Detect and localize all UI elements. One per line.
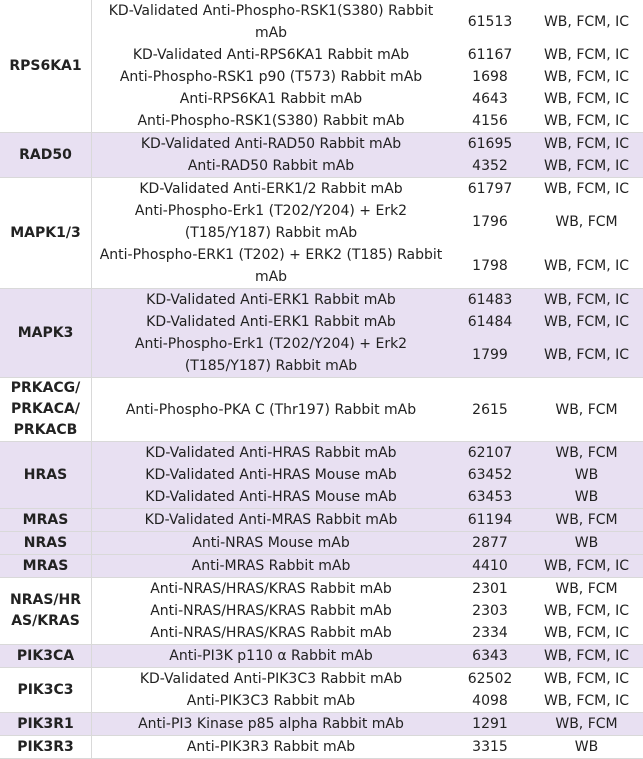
applications: WB, FCM, IC	[543, 625, 630, 641]
gene-name: RPS6KA1	[9, 57, 82, 74]
gene-cell	[0, 133, 92, 177]
gene-group	[0, 555, 643, 578]
gene-name: MRAS	[22, 557, 69, 574]
product-name: Anti-Phospho-PKA C (Thr197) Rabbit mAb	[125, 401, 417, 418]
applications: WB, FCM, IC	[543, 113, 630, 129]
gene-group	[0, 0, 643, 133]
applications: WB	[574, 535, 599, 551]
applications: WB, FCM	[555, 214, 618, 230]
product-name: KD-Validated Anti-HRAS Rabbit mAb	[145, 445, 397, 461]
gene-group	[0, 378, 643, 442]
gene-cell	[0, 713, 92, 735]
gene-name: HRAS	[23, 466, 68, 483]
gene-group	[0, 736, 643, 759]
table-row	[92, 668, 643, 690]
product-name: Anti-NRAS/HRAS/KRAS Rabbit mAb	[150, 581, 392, 597]
catalog-number: 61167	[467, 47, 513, 63]
applications: WB	[574, 489, 599, 505]
product-name: KD-Validated Anti-HRAS Mouse mAb	[145, 467, 397, 483]
gene-name: PIK3R3	[17, 738, 74, 755]
applications: WB	[574, 739, 599, 755]
product-name: Anti-NRAS/HRAS/KRAS Rabbit mAb	[150, 603, 392, 619]
catalog-number: 1798	[472, 258, 508, 274]
gene-name: MAPK1/3	[10, 224, 81, 241]
table-row	[92, 244, 643, 288]
table-row	[92, 690, 643, 712]
catalog-number: 61483	[467, 292, 513, 308]
gene-name: PRKACA/	[11, 401, 80, 417]
applications: WB, FCM	[555, 401, 618, 418]
catalog-number: 62502	[467, 671, 513, 687]
applications: WB, FCM, IC	[543, 136, 630, 152]
catalog-number: 3315	[472, 739, 508, 755]
catalog-number: 1796	[472, 214, 508, 230]
product-name: Anti-Phospho-Erk1 (T202/Y204) + Erk2 (T185/Y187) Rabbit mAb	[134, 203, 408, 241]
catalog-number: 61194	[467, 512, 513, 528]
gene-cell	[0, 178, 92, 288]
product-name: KD-Validated Anti-Phospho-RSK1(S380) Rabbit mAb	[108, 3, 434, 41]
gene-name: MRAS	[22, 511, 69, 528]
product-name: Anti-PI3K p110 α Rabbit mAb	[169, 648, 373, 664]
catalog-number: 4643	[472, 91, 508, 107]
gene-group	[0, 532, 643, 555]
product-name: Anti-PI3 Kinase p85 alpha Rabbit mAb	[138, 716, 404, 732]
applications: WB, FCM, IC	[543, 292, 630, 308]
table-row	[92, 464, 643, 486]
gene-name: PIK3CA	[16, 647, 75, 664]
table-row	[92, 509, 643, 531]
gene-group	[0, 289, 643, 378]
gene-cell	[0, 645, 92, 667]
product-name: Anti-Phospho-ERK1 (T202) + ERK2 (T185) Rabbit mAb	[99, 247, 443, 285]
gene-name: MAPK3	[17, 324, 74, 341]
table-row	[92, 88, 643, 110]
gene-group	[0, 178, 643, 289]
applications: WB, FCM	[555, 445, 618, 461]
product-name: Anti-NRAS Mouse mAb	[192, 535, 350, 551]
applications: WB, FCM, IC	[543, 693, 630, 709]
gene-group	[0, 578, 643, 645]
gene-name: PRKACB	[13, 422, 78, 438]
catalog-number: 63453	[467, 489, 513, 505]
product-name: KD-Validated Anti-PIK3C3 Rabbit mAb	[139, 671, 403, 687]
applications: WB, FCM, IC	[543, 258, 630, 274]
applications: WB, FCM, IC	[543, 314, 630, 330]
product-name: KD-Validated Anti-ERK1 Rabbit mAb	[146, 314, 396, 330]
applications: WB, FCM, IC	[543, 603, 630, 619]
gene-group	[0, 509, 643, 532]
applications: WB, FCM, IC	[543, 648, 630, 664]
applications: WB, FCM, IC	[543, 158, 630, 174]
table-row	[92, 333, 643, 377]
catalog-number: 2615	[472, 401, 508, 418]
product-name: KD-Validated Anti-MRAS Rabbit mAb	[144, 512, 398, 528]
applications: WB	[574, 467, 599, 483]
catalog-number: 1698	[472, 69, 508, 85]
applications: WB, FCM	[555, 716, 618, 732]
table-row	[92, 736, 643, 758]
catalog-number: 2877	[472, 535, 508, 551]
applications: WB, FCM, IC	[543, 347, 630, 363]
catalog-number: 61695	[467, 136, 513, 152]
catalog-number: 4098	[472, 693, 508, 709]
table-row	[92, 289, 643, 311]
applications: WB, FCM, IC	[543, 558, 630, 574]
gene-cell	[0, 532, 92, 554]
product-name: KD-Validated Anti-ERK1 Rabbit mAb	[146, 292, 396, 308]
gene-name: PIK3R1	[17, 715, 74, 732]
product-name: Anti-Phospho-RSK1(S380) Rabbit mAb	[137, 113, 405, 129]
catalog-number: 2301	[472, 581, 508, 597]
product-name: Anti-PIK3R3 Rabbit mAb	[186, 739, 356, 755]
table-row	[92, 713, 643, 735]
catalog-number: 61513	[467, 14, 513, 30]
gene-group	[0, 133, 643, 178]
product-name: Anti-Phospho-Erk1 (T202/Y204) + Erk2 (T185/Y187) Rabbit mAb	[134, 336, 408, 374]
gene-name: AS/KRAS	[11, 613, 80, 629]
applications: WB, FCM	[555, 581, 618, 597]
table-row	[92, 442, 643, 464]
applications: WB, FCM, IC	[543, 671, 630, 687]
product-name: Anti-MRAS Rabbit mAb	[191, 558, 351, 574]
gene-name: PRKACG/	[10, 380, 81, 396]
gene-group	[0, 668, 643, 713]
table-row	[92, 645, 643, 667]
applications: WB, FCM, IC	[543, 181, 630, 197]
product-name: Anti-Phospho-RSK1 p90 (T573) Rabbit mAb	[119, 69, 423, 85]
gene-cell	[0, 736, 92, 758]
table-row	[92, 110, 643, 132]
catalog-number: 1291	[472, 716, 508, 732]
table-row	[92, 0, 643, 44]
table-row	[92, 200, 643, 244]
table-row	[92, 178, 643, 200]
gene-cell	[0, 668, 92, 712]
gene-cell	[0, 0, 92, 132]
catalog-number: 4352	[472, 158, 508, 174]
catalog-number: 6343	[472, 648, 508, 664]
table-row	[92, 600, 643, 622]
gene-group	[0, 713, 643, 736]
gene-group	[0, 645, 643, 668]
table-row	[92, 622, 643, 644]
table-row	[92, 578, 643, 600]
applications: WB, FCM, IC	[543, 14, 630, 30]
gene-name: PIK3C3	[17, 681, 74, 698]
applications: WB, FCM, IC	[543, 69, 630, 85]
table-row	[92, 532, 643, 554]
table-row	[92, 486, 643, 508]
gene-cell	[0, 442, 92, 508]
gene-name: RAD50	[19, 146, 72, 163]
table-row	[92, 378, 643, 441]
product-name: KD-Validated Anti-RAD50 Rabbit mAb	[140, 136, 402, 152]
product-name: Anti-NRAS/HRAS/KRAS Rabbit mAb	[150, 625, 392, 641]
catalog-number: 4156	[472, 113, 508, 129]
product-name: KD-Validated Anti-ERK1/2 Rabbit mAb	[139, 181, 403, 197]
applications: WB, FCM, IC	[543, 91, 630, 107]
gene-cell	[0, 578, 92, 644]
gene-cell	[0, 555, 92, 577]
catalog-number: 62107	[467, 445, 513, 461]
gene-cell	[0, 509, 92, 531]
product-name: Anti-RPS6KA1 Rabbit mAb	[179, 91, 363, 107]
table-row	[92, 155, 643, 177]
catalog-number: 2303	[472, 603, 508, 619]
table-row	[92, 66, 643, 88]
catalog-number: 4410	[472, 558, 508, 574]
catalog-number: 61484	[467, 314, 513, 330]
catalog-number: 2334	[472, 625, 508, 641]
product-name: Anti-RAD50 Rabbit mAb	[187, 158, 355, 174]
table-row	[92, 133, 643, 155]
catalog-number: 63452	[467, 467, 513, 483]
gene-name: NRAS/HR	[9, 592, 82, 608]
catalog-number: 61797	[467, 181, 513, 197]
gene-group	[0, 442, 643, 509]
gene-cell	[0, 378, 92, 441]
product-name: Anti-PIK3C3 Rabbit mAb	[186, 693, 356, 709]
table-row	[92, 44, 643, 66]
table-row	[92, 555, 643, 577]
gene-name: NRAS	[23, 534, 68, 551]
product-name: KD-Validated Anti-RPS6KA1 Rabbit mAb	[132, 47, 410, 63]
product-name: KD-Validated Anti-HRAS Mouse mAb	[145, 489, 397, 505]
applications: WB, FCM	[555, 512, 618, 528]
applications: WB, FCM, IC	[543, 47, 630, 63]
table-row	[92, 311, 643, 333]
gene-cell	[0, 289, 92, 377]
catalog-number: 1799	[472, 347, 508, 363]
